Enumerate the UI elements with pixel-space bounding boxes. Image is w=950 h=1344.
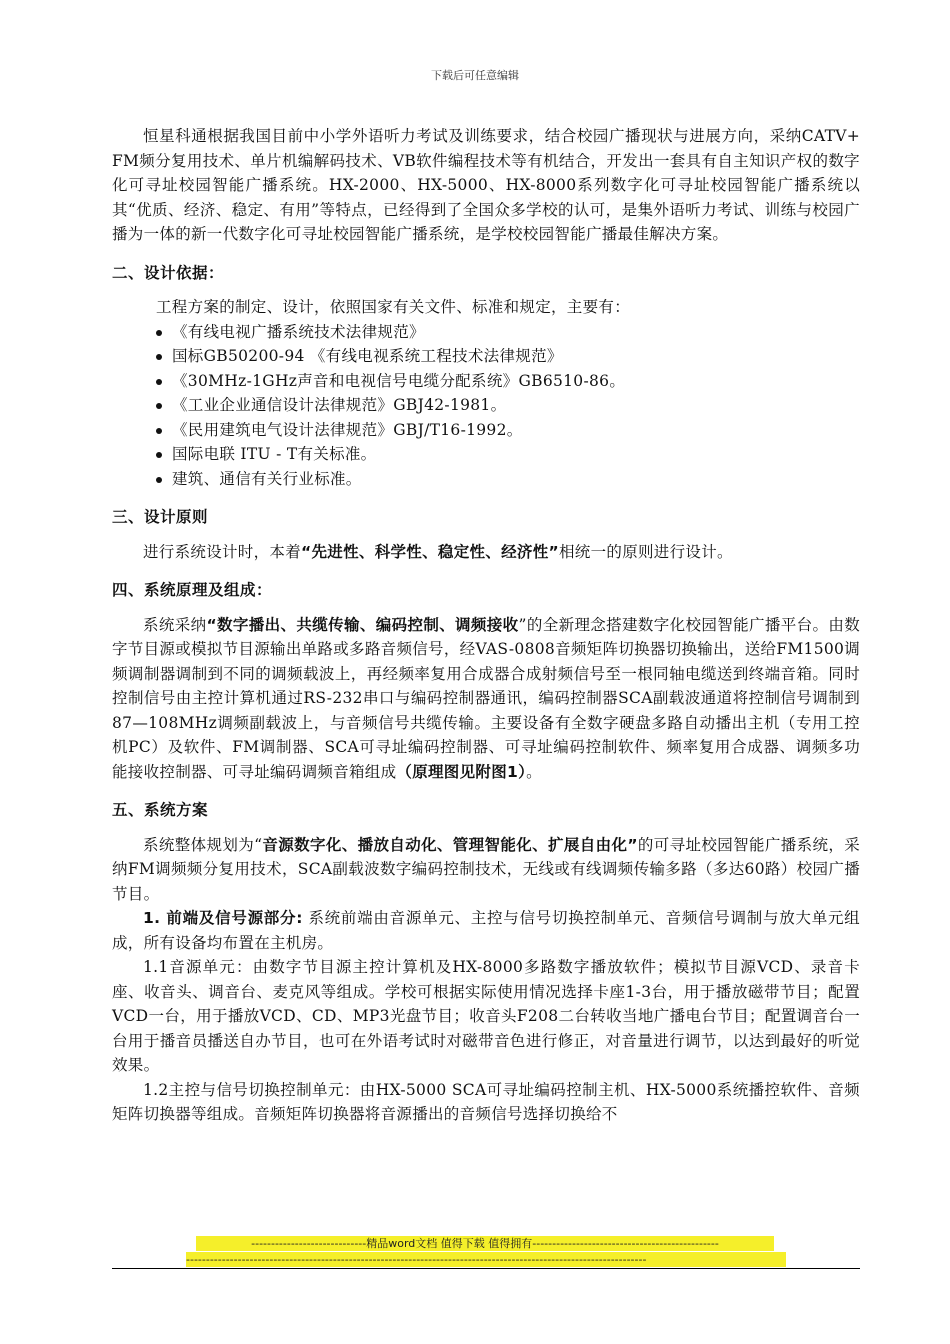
design-principles-paragraph <box>112 540 860 565</box>
list-item: 《民用建筑电气设计法律规范》GBJ/T16-1992。 <box>154 418 860 443</box>
list-item: 《30MHz-1GHz声音和电视信号电缆分配系统》GB6510-86。 <box>154 369 860 394</box>
principle-text-end: 。 <box>526 762 542 781</box>
system-plan-paragraph-3: 1.1音源单元：由数字节目源主控计算机及HX-8000多路数字播放软件；模拟节目源VCD、录音卡座、收音头、调音台、麦克风等组成。学校可根据实际使用情况选择卡座1-3台，用于播放磁带节目；配置VCD一台，用于播放VCD、CD、MP3光盘节目；收音头F208二台转收当地广播电台节目；配置调音台一台用于播音员播送自办节目，也可在外语考试时对磁带音色进行修正，对音量进行调节，以达到最好的听觉效果。 <box>112 958 860 1074</box>
footer-divider <box>112 1268 860 1269</box>
list-item: 国际电联 ITU - T有关标准。 <box>154 442 860 467</box>
section-heading-system-principle: 四、系统原理及组成： <box>112 581 273 599</box>
section-heading-design-principles: 三、设计原则 <box>112 508 209 526</box>
header-note: 下载后可任意编辑 <box>431 69 519 82</box>
system-plan-paragraph-1 <box>112 833 860 907</box>
system-plan-paragraph-2 <box>112 906 860 955</box>
principles-bold: “先进性、科学性、稳定性、经济性” <box>301 542 559 561</box>
principle-bold: “数字播出、共缆传输、编码控制、调频接收 <box>206 615 519 634</box>
section-heading-system-plan: 五、系统方案 <box>112 801 209 819</box>
list-item: 《工业企业通信设计法律规范》GBJ42-1981。 <box>154 393 860 418</box>
plan-text-before: 系统整体规划为“ <box>143 835 263 854</box>
frontend-title: 1. 前端及信号源部分: <box>143 909 303 927</box>
list-item: 国标GB50200-94 《有线电视系统工程技术法律规范》 <box>154 344 860 369</box>
list-item: 建筑、通信有关行业标准。 <box>154 467 860 492</box>
system-plan-paragraph-4: 1.2主控与信号切换控制单元：由HX-5000 SCA可寻址编码控制主机、HX-5000系统播控软件、音频矩阵切换器等组成。音频矩阵切换器将音源播出的音频信号选择切换给不 <box>112 1080 860 1123</box>
footer-banner-line-2: -------------------------------------------------------------------------------------------------------------------- <box>186 1252 786 1267</box>
intro-paragraph: 恒星科通根据我国目前中小学外语听力考试及训练要求，结合校园广播现状与进展方向，采纳CATV+ FM频分复用技术、单片机编解码技术、VB软件编程技术等有机结合，开发出一套具有自主知识产权的数字化可寻址校园智能广播系统。HX-2000、HX-5000、HX-8000系列数字化可寻址校园智能广播系统以其“优质、经济、稳定、有用”等特点，已经得到了全国众多学校的认可，是集外语听力考试、训练与校园广播为一体的新一代数字化可寻址校园智能广播系统，是学校校园智能广播最佳解决方案。 <box>112 127 860 243</box>
design-basis-intro: 工程方案的制定、设计，依照国家有关文件、标准和规定，主要有： <box>156 298 631 316</box>
principle-text-before: 系统采纳 <box>143 615 207 634</box>
principle-text-middle: ”的全新理念搭建数字化校园智能广播平台。由数字节目源或模拟节目源输出单路或多路音频信号，经VAS-0808音频矩阵切换器切换输出，送给FM1500调频调制器调制到不同的调频载波上，再经频率复用合成器合成射频信号至一根同轴电缆送到终端音箱。同时控制信号由主控计算机通过RS-232串口与编码控制器通讯，编码控制器SCA副载波通道将控制信号调制到87—108MHz调频副载波上，与音频信号共缆传输。主要设备有全数字硬盘多路自动播出主机（专用工控机PC）及软件、FM调制器、SCA可寻址编码控制器、可寻址编码控制软件、频率复用合成器、调频多功能接收控制器、可寻址编码调频音箱组成 <box>112 615 861 781</box>
system-principle-paragraph <box>112 613 860 785</box>
principles-text-after: 相统一的原则进行设计。 <box>559 542 733 561</box>
section-heading-design-basis: 二、设计依据： <box>112 263 225 282</box>
list-item: 《有线电视广播系统技术法律规范》 <box>154 320 860 345</box>
plan-text-after: 的可寻址校园智能广播系统，采纳FM调频频分复用技术，SCA副载波数字编码控制技术，无线或有线调频传输多路（多达60路）校园广播节目。 <box>112 835 861 903</box>
document-body <box>112 124 860 1127</box>
principle-bold-end: （原理图见附图1） <box>396 762 527 781</box>
principles-text-before: 进行系统设计时，本着 <box>143 542 302 561</box>
footer-banner-line-1: -----------------------------精品word文档 值得下载 值得拥有----------------------------------------------- <box>196 1236 774 1251</box>
frontend-text: 系统前端由音源单元、主控与信号切换控制单元、音频信号调制与放大单元组成，所有设备均布置在主机房。 <box>112 909 860 952</box>
standards-list <box>112 320 860 492</box>
plan-bold: 音源数字化、播放自动化、管理智能化、扩展自由化” <box>262 835 638 854</box>
